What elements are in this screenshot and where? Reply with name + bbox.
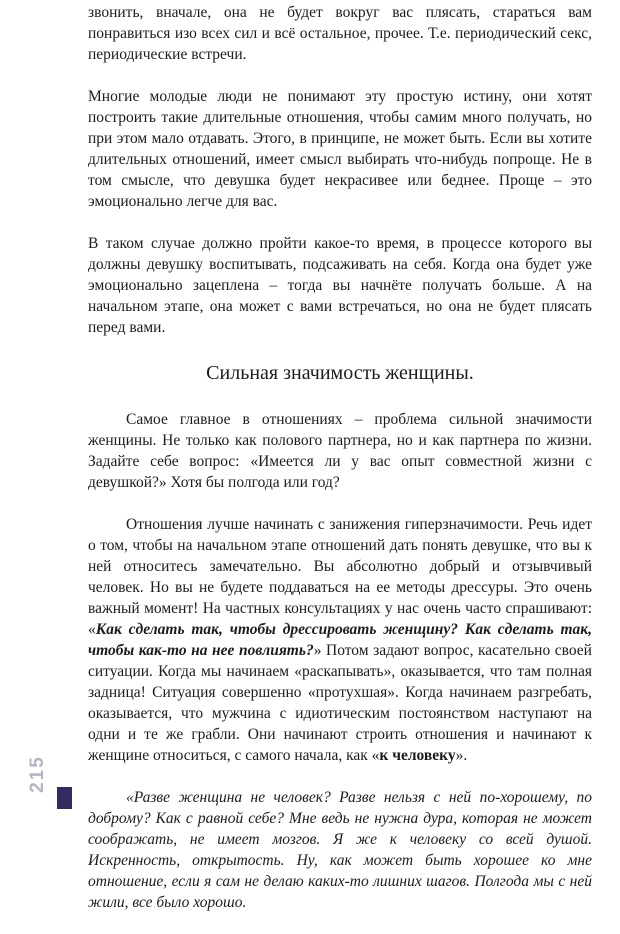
- text-run: ».: [455, 747, 468, 764]
- paragraph: [88, 514, 592, 766]
- text-flow: [88, 2, 592, 934]
- text-run: » Потом задают вопрос, касательно своей ситуации. Когда мы начинаем «раскапывать», оказывается, что там полная задница! Ситуация совершенно «протухшая». Когда начинаем разгребать, оказывается, что мужчина с идиотическим постоянством наступают на одни и те же грабли. Они начинают строить отношения и начинают к женщине относиться, с самого начала, как «: [88, 642, 592, 764]
- text-run: В таком случае должно пройти какое-то время, в процессе которого вы должны девушку воспитывать, подсаживать на себя. Когда она будет уже эмоционально зацеплена – тогда вы начнёте получать больше. А на начальном этапе, она может с вами встречаться, но она не будет плясать перед вами.: [88, 235, 592, 336]
- text-run: звонить, вначале, она не будет вокруг вас плясать, стараться вам понравиться изо всех сил и всё остальное, прочее. Т.е. периодический секс, периодические встречи.: [88, 4, 592, 63]
- paragraph: [88, 233, 592, 338]
- page-number: 215: [27, 755, 48, 793]
- text-run: Многие молодые люди не понимают эту простую истину, они хотят построить такие длительные отношения, чтобы самим много получать, но при этом мало отдавать. Этого, в принципе, не может быть. Если вы хотите длительных отношений, имеет смысл выбирать что-нибудь попроще. Не в том смысле, что девушка будет некрасивее или беднее. Проще – это эмоционально легче для вас.: [88, 88, 592, 210]
- corner-accent-block: [57, 787, 72, 809]
- paragraph: [88, 409, 592, 493]
- paragraph: [88, 787, 592, 913]
- paragraph: [88, 2, 592, 65]
- text-run: Самое главное в отношениях – проблема сильной значимости женщины. Не только как полового партнера, но и как партнера по жизни. Задайте себе вопрос: «Имеется ли у вас опыт совместной жизни с девушкой?» Хотя бы полгода или год?: [88, 411, 592, 491]
- text-run: Отношения лучше начинать с занижения гиперзначимости. Речь идет о том, чтобы на начальном этапе отношений дать понять девушке, что вы к ней относитесь замечательно. Вы абсолютно добрый и отзывчивый человек. Но вы не будете поддаваться на ее методы дрессуры. Это очень важный момент! На частных консультациях у нас очень часто спрашивают: «: [88, 516, 592, 638]
- text-run: к человеку: [379, 747, 456, 764]
- section-heading: Сильная значимость женщины.: [206, 362, 474, 384]
- text-run: Как сделать так, чтобы дрессировать женщину? Как сделать так, чтобы как-то на нее повлиять?: [88, 621, 592, 659]
- paragraph: [88, 86, 592, 212]
- text-run: «Разве женщина не человек? Разве нельзя с ней по-хорошему, по доброму? Как с равной себе? Мне ведь не нужна дура, которая не может соображать, не имеет мозгов. Я же к человеку со всей душой. Искренность, открытость. Ну, как может быть хорошее ко мне отношение, если я сам не делаю каких-то лишних шагов. Полгода мы с ней жили, все было хорошо.: [88, 789, 592, 911]
